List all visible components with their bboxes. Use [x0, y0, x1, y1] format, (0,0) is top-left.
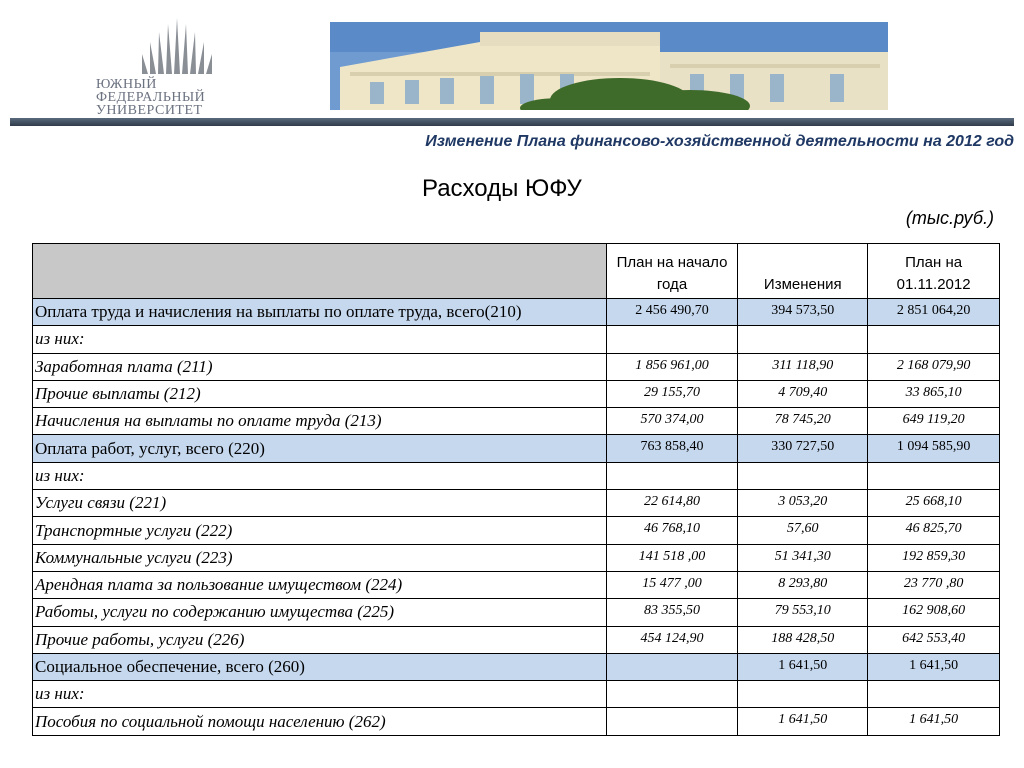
row-label: из них: [33, 462, 607, 489]
logo-line-3: УНИВЕРСИТЕТ [96, 103, 203, 118]
header-plan-end: План на 01.11.2012 [868, 244, 1000, 299]
logo-line-1: ЮЖНЫЙ [96, 77, 157, 92]
cell-plan-start: 763 858,40 [606, 435, 738, 462]
cell-changes: 4 709,40 [738, 380, 868, 407]
cell-changes: 3 053,20 [738, 490, 868, 517]
cell-plan-start [606, 462, 738, 489]
cell-changes: 1 641,50 [738, 653, 868, 680]
cell-plan-start [606, 653, 738, 680]
row-label: Услуги связи (221) [33, 490, 607, 517]
cell-plan-start: 15 477 ,00 [606, 571, 738, 598]
table-row [33, 326, 1000, 353]
cell-plan-start [606, 681, 738, 708]
cell-plan-end: 1 094 585,90 [868, 435, 1000, 462]
row-label: Оплата труда и начисления на выплаты по оплате труда, всего(210) [33, 299, 607, 326]
row-label: из них: [33, 326, 607, 353]
header-item-col [33, 244, 607, 299]
cell-plan-end: 2 168 079,90 [868, 353, 1000, 380]
cell-plan-start: 46 768,10 [606, 517, 738, 544]
university-logo [92, 14, 262, 118]
table-row [33, 599, 1000, 626]
cell-changes: 8 293,80 [738, 571, 868, 598]
cell-changes: 330 727,50 [738, 435, 868, 462]
row-label: Прочие работы, услуги (226) [33, 626, 607, 653]
cell-changes: 311 118,90 [738, 353, 868, 380]
row-label: Арендная плата за пользование имуществом (224) [33, 571, 607, 598]
table-row [33, 435, 1000, 462]
cell-changes: 57,60 [738, 517, 868, 544]
cell-plan-end [868, 326, 1000, 353]
expenses-table [32, 243, 1000, 736]
header-plan-start: План на начало года [606, 244, 738, 299]
cell-changes: 79 553,10 [738, 599, 868, 626]
cell-changes: 78 745,20 [738, 408, 868, 435]
row-label: из них: [33, 681, 607, 708]
table-row [33, 544, 1000, 571]
cell-changes [738, 462, 868, 489]
table-row [33, 299, 1000, 326]
table-row [33, 653, 1000, 680]
row-label: Социальное обеспечение, всего (260) [33, 653, 607, 680]
table-row [33, 408, 1000, 435]
cell-plan-end: 192 859,30 [868, 544, 1000, 571]
header-changes: Изменения [738, 244, 868, 299]
sunburst-emblem-icon [122, 14, 232, 78]
cell-plan-end: 25 668,10 [868, 490, 1000, 517]
table-header-row [33, 244, 1000, 299]
table-row [33, 353, 1000, 380]
cell-plan-start: 570 374,00 [606, 408, 738, 435]
cell-plan-end: 1 641,50 [868, 653, 1000, 680]
logo-line-2: ФЕДЕРАЛЬНЫЙ [96, 90, 206, 105]
cell-changes [738, 681, 868, 708]
row-label: Заработная плата (211) [33, 353, 607, 380]
header-divider [10, 118, 1014, 126]
page-subtitle: Изменение Плана финансово-хозяйственной деятельности на 2012 год [425, 133, 1014, 150]
cell-plan-start [606, 326, 738, 353]
cell-plan-start [606, 708, 738, 735]
row-label: Коммунальные услуги (223) [33, 544, 607, 571]
building-illustration [330, 22, 888, 110]
cell-changes: 1 641,50 [738, 708, 868, 735]
cell-changes: 51 341,30 [738, 544, 868, 571]
cell-changes [738, 326, 868, 353]
row-label: Работы, услуги по содержанию имущества (225) [33, 599, 607, 626]
cell-plan-start: 454 124,90 [606, 626, 738, 653]
row-label: Транспортные услуги (222) [33, 517, 607, 544]
units-label: (тыс.руб.) [905, 208, 994, 228]
cell-plan-start: 141 518 ,00 [606, 544, 738, 571]
cell-plan-end: 33 865,10 [868, 380, 1000, 407]
cell-plan-start: 22 614,80 [606, 490, 738, 517]
cell-plan-start: 1 856 961,00 [606, 353, 738, 380]
table-row [33, 490, 1000, 517]
cell-plan-end [868, 462, 1000, 489]
cell-plan-end: 1 641,50 [868, 708, 1000, 735]
table-row [33, 571, 1000, 598]
cell-plan-end: 46 825,70 [868, 517, 1000, 544]
row-label: Прочие выплаты (212) [33, 380, 607, 407]
cell-plan-end [868, 681, 1000, 708]
cell-plan-end: 649 119,20 [868, 408, 1000, 435]
cell-plan-end: 23 770 ,80 [868, 571, 1000, 598]
cell-plan-end: 2 851 064,20 [868, 299, 1000, 326]
building-photo [330, 22, 888, 110]
cell-plan-start: 29 155,70 [606, 380, 738, 407]
table-row [33, 517, 1000, 544]
table-body [33, 299, 1000, 736]
row-label: Оплата работ, услуг, всего (220) [33, 435, 607, 462]
table-row [33, 626, 1000, 653]
page-title: Расходы ЮФУ [422, 175, 582, 202]
cell-plan-start: 83 355,50 [606, 599, 738, 626]
cell-plan-end: 642 553,40 [868, 626, 1000, 653]
table-row [33, 708, 1000, 735]
table-row [33, 462, 1000, 489]
table-row [33, 380, 1000, 407]
cell-plan-start: 2 456 490,70 [606, 299, 738, 326]
cell-changes: 188 428,50 [738, 626, 868, 653]
row-label: Пособия по социальной помощи населению (262) [33, 708, 607, 735]
cell-changes: 394 573,50 [738, 299, 868, 326]
logo-text [96, 78, 205, 117]
table-row [33, 681, 1000, 708]
cell-plan-end: 162 908,60 [868, 599, 1000, 626]
row-label: Начисления на выплаты по оплате труда (213) [33, 408, 607, 435]
